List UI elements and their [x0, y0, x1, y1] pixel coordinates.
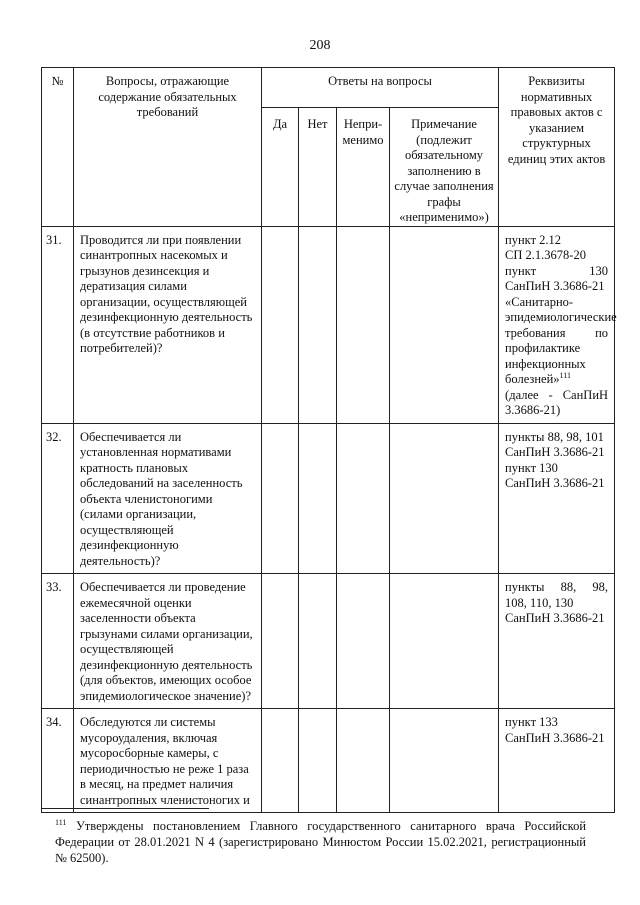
- answer-no-cell[interactable]: [299, 709, 337, 813]
- answer-yes-cell[interactable]: [262, 423, 299, 574]
- answer-yes-cell[interactable]: [262, 709, 299, 813]
- header-note: Примечание (подлежит обязательному заполнению в случае заполнения графы «неприменимо»): [390, 108, 499, 227]
- answer-not-applicable-cell[interactable]: [337, 709, 390, 813]
- answer-not-applicable-cell[interactable]: [337, 574, 390, 709]
- header-requisites: Реквизиты нормативных правовых актов с указанием структурных единиц этих актов: [499, 68, 615, 227]
- header-num: №: [42, 68, 74, 227]
- answer-yes-cell[interactable]: [262, 574, 299, 709]
- answer-no-cell[interactable]: [299, 226, 337, 423]
- footnote-mark: 111: [55, 817, 67, 827]
- requisite-line: СанПиН 3.3686-21: [505, 476, 605, 490]
- requisite-line: [505, 264, 608, 280]
- table-row: [42, 574, 615, 709]
- answer-no-cell[interactable]: [299, 574, 337, 709]
- header-answers: Ответы на вопросы: [262, 68, 499, 108]
- row-number: 34.: [42, 709, 74, 813]
- table-row: [42, 709, 615, 813]
- requisite-line: пункты 88, 98, 101: [505, 429, 604, 444]
- footnote-ref: 111: [559, 370, 571, 380]
- header-not-applicable-line2: менимо: [342, 132, 384, 147]
- footnote: [55, 818, 586, 866]
- requisite-title-text: «Санитарно-эпидемиологические требования по профилактике инфекционных болезней»: [505, 294, 617, 386]
- row-requisites: [499, 709, 615, 813]
- row-question: Обеспечивается ли установленная нормативами кратность плановых обследований на заселенность объекта членистоногими (силами организации, осуществляющей дезинфекционную деятельность)?: [74, 423, 262, 574]
- requisite-line: (далее - СанПиН 3.3686-21): [505, 387, 609, 417]
- requisite-line: пункт 130: [505, 460, 558, 475]
- header-no: Нет: [299, 108, 337, 227]
- requisite-line: 108, 110, 130: [505, 595, 574, 610]
- answer-note-cell[interactable]: [390, 574, 499, 709]
- answer-note-cell[interactable]: [390, 709, 499, 813]
- requirements-table-frame: [41, 67, 617, 813]
- answer-note-cell[interactable]: [390, 423, 499, 574]
- requisite-line: СанПиН 3.3686-21: [505, 730, 605, 745]
- row-requisites: [499, 423, 615, 574]
- header-questions: Вопросы, отражающие содержание обязательных требований: [74, 68, 262, 227]
- table-header-row: [42, 68, 615, 108]
- requisite-title: [505, 294, 617, 388]
- row-requisites: [499, 574, 615, 709]
- row-question: Проводится ли при появлении синантропных насекомых и грызунов дезинсекция и дератизация силами организации, осуществляющей дезинфекционную деятельность (в отсутствие работников и потребителей)?: [74, 226, 262, 423]
- row-number: 33.: [42, 574, 74, 709]
- requisite-line: СанПиН 3.3686-21: [505, 445, 605, 459]
- requisite-line: СанПиН 3.3686-21: [505, 279, 605, 293]
- answer-not-applicable-cell[interactable]: [337, 423, 390, 574]
- requisite-line: пункт 133: [505, 715, 558, 729]
- requisite-line: СанПиН 3.3686-21: [505, 611, 605, 625]
- table-row: [42, 226, 615, 423]
- answer-note-cell[interactable]: [390, 226, 499, 423]
- row-number: 32.: [42, 423, 74, 574]
- requisite-word: 130: [589, 263, 609, 278]
- answer-no-cell[interactable]: [299, 423, 337, 574]
- row-question: Обследуются ли системы мусороудаления, включая мусоросборные камеры, с периодичностью не реже 1 раза в месяц, на предмет наличия синантропных членистоногих и: [74, 709, 262, 813]
- header-not-applicable-line1: Непри-: [343, 117, 383, 131]
- answer-yes-cell[interactable]: [262, 226, 299, 423]
- footnote-text: Утверждены постановлением Главного государственного санитарного врача Российской Федерации от 28.01.2021 N 4 (зарегистрировано Минюстом России 15.02.2021, регистрационный № 62500).: [55, 819, 587, 865]
- page-number: 208: [309, 38, 331, 53]
- requisite-line: СП 2.1.3678-20: [505, 248, 586, 262]
- row-question: Обеспечивается ли проведение ежемесячной оценки заселенности объекта грызунами силами организации, осуществляющей дезинфекционную деятельность (для объектов, имеющих особое эпидемиологическое значение)?: [74, 574, 262, 709]
- answer-not-applicable-cell[interactable]: [337, 226, 390, 423]
- row-requisites: [499, 226, 615, 423]
- header-yes: Да: [262, 108, 299, 227]
- requisite-line: пункты 88, 98,: [505, 580, 609, 594]
- table-row: [42, 423, 615, 574]
- requisite-line: пункт 2.12: [505, 232, 562, 247]
- requirements-table: [41, 67, 615, 813]
- header-not-applicable: [337, 108, 390, 227]
- row-number: 31.: [42, 226, 74, 423]
- footnote-separator: [41, 808, 209, 809]
- requisite-word: пункт: [505, 263, 537, 278]
